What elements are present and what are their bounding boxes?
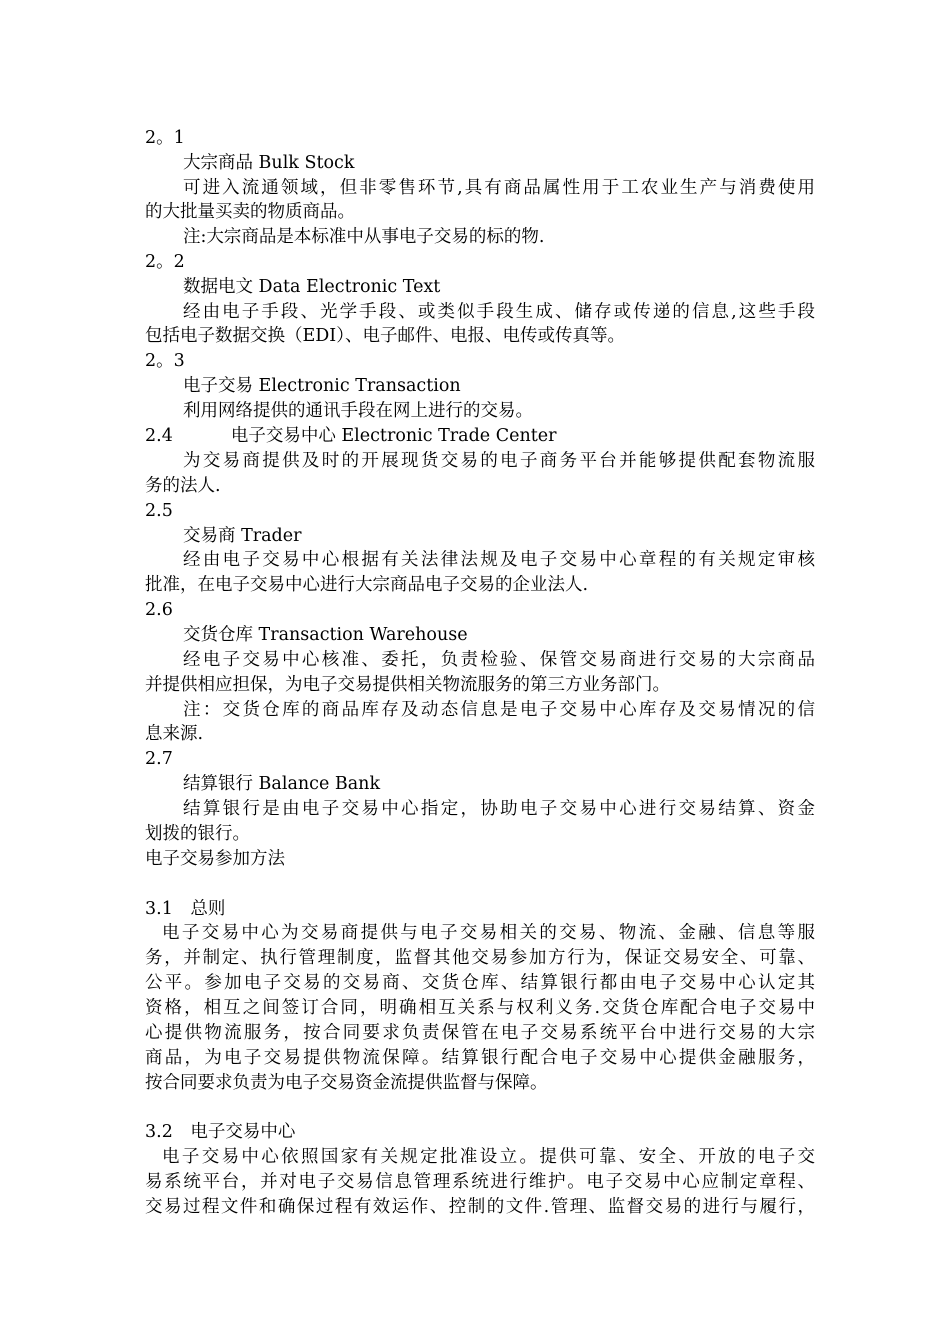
section-2-3-definition-line: 利用网络提供的通讯手段在网上进行的交易。 <box>183 401 533 421</box>
section-2-1-definition-line: 的大批量买卖的物质商品。 <box>145 202 355 222</box>
section-2-4-heading <box>145 424 815 448</box>
section-2-5-term: 交易商 Trader <box>183 526 302 546</box>
section-2-6-note-line: 注：交货仓库的商品库存及动态信息是电子交易中心库存及交易情况的信 <box>183 700 815 720</box>
section-2-5-definition-line: 经由电子交易中心根据有关法律法规及电子交易中心章程的有关规定审核 <box>183 550 815 570</box>
section-2-1-number: 2。1 <box>145 128 185 148</box>
section-2-5-definition-line: 批准，在电子交易中心进行大宗商品电子交易的企业法人. <box>145 575 589 595</box>
section-2-6-note-line: 息来源. <box>145 724 204 744</box>
section-2-1-term: 大宗商品 Bulk Stock <box>183 153 355 173</box>
section-3-1-paragraph-line: 心提供物流服务，按合同要求负责保管在电子交易系统平台中进行交易的大宗 <box>145 1023 815 1043</box>
section-3-2-heading: 3.2 电子交易中心 <box>145 1122 296 1142</box>
section-3-2-paragraph-line: 交易过程文件和确保过程有效运作、控制的文件.管理、监督交易的进行与履行， <box>145 1197 815 1217</box>
section-2-4-term: 电子交易中心 Electronic Trade Center <box>230 426 557 446</box>
section-2-3-number: 2。3 <box>145 351 185 371</box>
section-3-1-paragraph-line: 务，并制定、执行管理制度，监督其他交易参加方行为，保证交易安全、可靠、 <box>145 948 815 968</box>
section-2-2-term: 数据电文 Data Electronic Text <box>183 277 441 297</box>
section-3-1-paragraph-line: 公平。参加电子交易的交易商、交货仓库、结算银行都由电子交易中心认定其 <box>145 973 815 993</box>
section-3-1-paragraph-line: 资格，相互之间签订合同，明确相互关系与权利义务.交货仓库配合电子交易中 <box>145 998 815 1018</box>
section-3-2-paragraph-line: 易系统平台，并对电子交易信息管理系统进行维护。电子交易中心应制定章程、 <box>145 1172 815 1192</box>
section-2-2-definition-line: 包括电子数据交换（EDI）、电子邮件、电报、电传或传真等。 <box>145 326 625 346</box>
section-2-7-definition-line: 划拨的银行。 <box>145 824 250 844</box>
section-2-4-definition-line: 务的法人. <box>145 476 221 496</box>
section-2-6-definition-line: 经电子交易中心核准、委托，负责检验、保管交易商进行交易的大宗商品 <box>183 650 815 670</box>
section-3-1-paragraph-line: 电子交易中心为交易商提供与电子交易相关的交易、物流、金融、信息等服 <box>162 923 815 943</box>
section-2-4-definition-line: 为交易商提供及时的开展现货交易的电子商务平台并能够提供配套物流服 <box>183 451 815 471</box>
section-2-7-definition-line: 结算银行是由电子交易中心指定，协助电子交易中心进行交易结算、资金 <box>183 799 815 819</box>
section-2-7-term: 结算银行 Balance Bank <box>183 774 381 794</box>
section-2-7-number: 2.7 <box>145 749 173 769</box>
section-3-1-paragraph-line: 商品，为电子交易提供物流保障。结算银行配合电子交易中心提供金融服务， <box>145 1048 815 1068</box>
section-2-2-number: 2。2 <box>145 252 185 272</box>
section-3-2-paragraph-line: 电子交易中心依照国家有关规定批准设立。提供可靠、安全、开放的电子交 <box>162 1147 815 1167</box>
section-2-2-definition-line: 经由电子手段、光学手段、或类似手段生成、储存或传递的信息,这些手段 <box>183 302 815 322</box>
section-3-1-heading: 3.1 总则 <box>145 899 226 919</box>
section-2-6-term: 交货仓库 Transaction Warehouse <box>183 625 468 645</box>
section-2-1-definition-line: 可进入流通领域，但非零售环节,具有商品属性用于工农业生产与消费使用 <box>183 178 815 198</box>
chapter-3-title: 电子交易参加方法 <box>145 849 285 869</box>
section-2-4-number: 2.4 <box>145 426 173 446</box>
section-2-6-definition-line: 并提供相应担保，为电子交易提供相关物流服务的第三方业务部门。 <box>145 675 670 695</box>
section-3-1-paragraph-line: 按合同要求负责为电子交易资金流提供监督与保障。 <box>145 1073 548 1093</box>
section-2-3-term: 电子交易 Electronic Transaction <box>183 376 461 396</box>
section-2-1-note: 注:大宗商品是本标准中从事电子交易的标的物. <box>183 227 545 247</box>
section-2-5-number: 2.5 <box>145 501 173 521</box>
section-2-6-number: 2.6 <box>145 600 173 620</box>
